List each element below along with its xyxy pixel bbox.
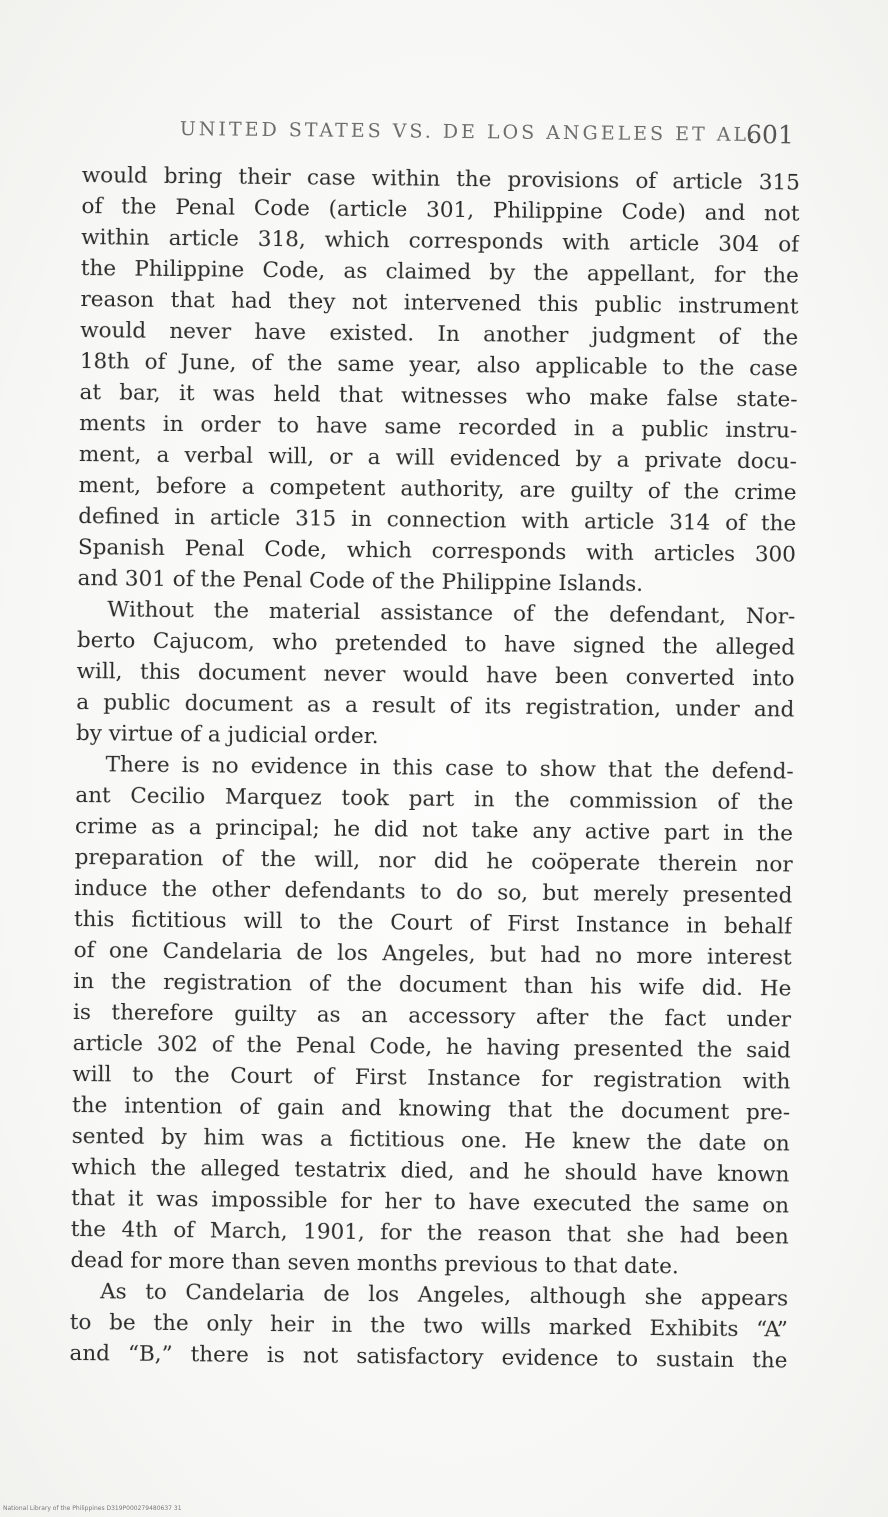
text-line: which the alleged testatrix died, and he should have known <box>71 1154 790 1188</box>
text-line: would never have existed. In another judgment of the <box>80 317 799 351</box>
text-line: and 301 of the Penal Code of the Philippine Islands. <box>77 565 644 597</box>
paragraph <box>76 594 796 757</box>
paragraph <box>77 160 800 601</box>
text-line: Without the material assistance of the defendant, Nor- <box>107 597 796 630</box>
text-line: of the Penal Code (article 301, Philippine Code) and not <box>81 193 800 227</box>
running-head <box>180 114 800 152</box>
text-line: crime as a principal; he did not take any active part in the <box>74 813 794 847</box>
text-line: defined in article 315 in connection with article 314 of the <box>78 503 797 537</box>
text-line: article 302 of the Penal Code, he having presented the said <box>72 1030 791 1064</box>
text-line: ment, before a competent authority, are guilty of the crime <box>78 472 797 506</box>
running-title: UNITED STATES VS. DE LOS ANGELES ET AL. <box>179 117 759 147</box>
text-line: would bring their case within the provisions of article 315 <box>81 162 800 196</box>
text-line: in the registration of the document than his wife did. He <box>73 968 792 1002</box>
text-line: by virtue of a judicial order. <box>75 720 379 750</box>
text-line: berto Cajucom, who pretended to have signed the alleged <box>76 627 796 661</box>
text-line: There is no evidence in this case to show that the defend- <box>105 752 794 785</box>
text-line: a public document as a result of its registration, under and <box>76 689 795 723</box>
text-line: that it was impossible for her to have executed the same on <box>70 1185 790 1219</box>
text-line: the Philippine Code, as claimed by the appellant, for the <box>80 255 799 289</box>
scan-credit: National Library of the Philippines D319P000279480637 31 <box>3 1505 182 1512</box>
text-line: Spanish Penal Code, which corresponds with articles 300 <box>77 534 797 568</box>
text-line: ment, a verbal will, or a will evidenced by a private docu- <box>78 441 798 475</box>
text-line: to be the only heir in the two wills marked Exhibits “A” <box>69 1309 788 1343</box>
text-line: will, this document never would have been converted into <box>76 658 795 692</box>
text-line: As to Candelaria de los Angeles, although she appears <box>100 1279 789 1312</box>
text-line: 18th of June, of the same year, also applicable to the case <box>79 348 798 382</box>
page-number: 601 <box>745 119 794 150</box>
text-line: ant Cecilio Marquez took part in the commission of the <box>75 782 794 816</box>
text-line: the intention of gain and knowing that the document pre- <box>71 1092 791 1126</box>
text-line: at bar, it was held that witnesses who make false state- <box>79 379 798 413</box>
text-line: within article 318, which corresponds with article 304 of <box>81 224 800 258</box>
text-line: preparation of the will, nor did he coöperate therein nor <box>74 844 793 878</box>
text-line: induce the other defendants to do so, but merely presented <box>74 875 793 909</box>
text-line: and “B,” there is not satisfactory evidence to sustain the <box>69 1340 788 1374</box>
paragraph <box>70 749 793 1283</box>
text-line: will to the Court of First Instance for registration with <box>72 1061 791 1095</box>
paragraph <box>69 1276 788 1377</box>
text-line: this fictitious will to the Court of First Instance in behalf <box>73 906 793 940</box>
text-line: of one Candelaria de los Angeles, but had no more interest <box>73 937 792 971</box>
text-line: is therefore guilty as an accessory after the fact under <box>72 999 792 1033</box>
text-line: dead for more than seven months previous to that date. <box>70 1247 679 1280</box>
body-text <box>69 160 800 1376</box>
text-line: sented by him was a fictitious one. He knew the date on <box>71 1123 790 1157</box>
text-line: ments in order to have same recorded in a public instru- <box>79 410 798 444</box>
text-line: the 4th of March, 1901, for the reason that she had been <box>70 1216 789 1250</box>
text-line: reason that had they not intervened this public instrument <box>80 286 799 320</box>
